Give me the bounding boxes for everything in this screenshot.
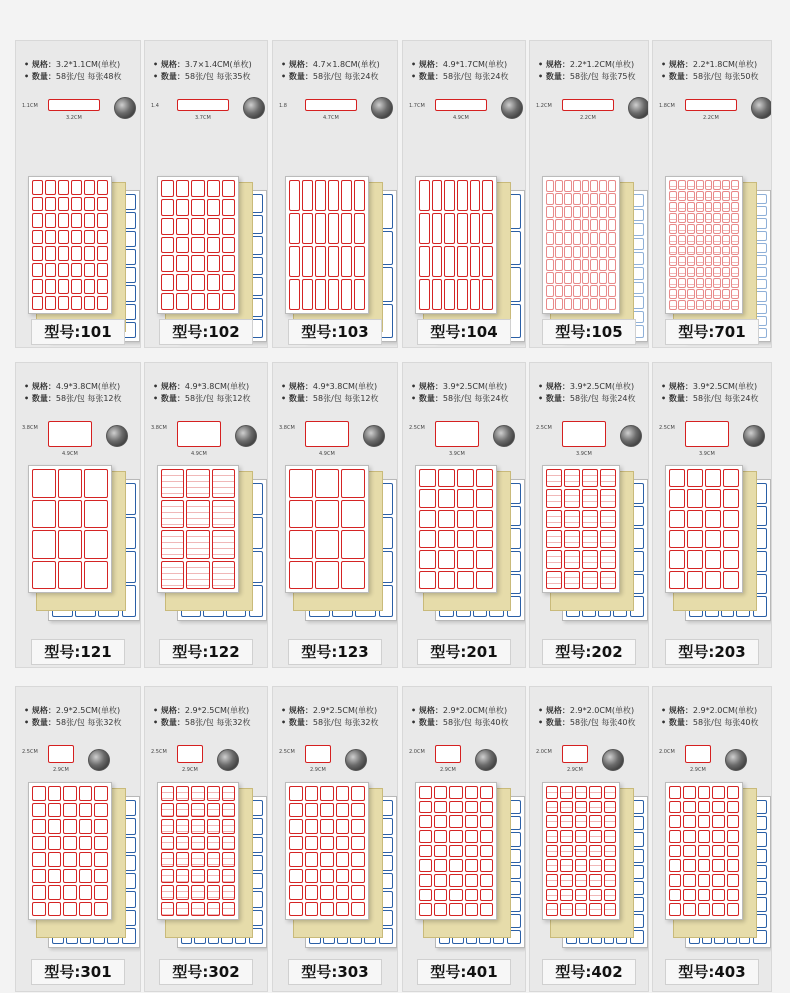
spec-size-line: • 规格：2.2*1.8CM(单枚) bbox=[661, 60, 758, 69]
coin-size-reference-icon bbox=[475, 749, 497, 771]
coin-size-reference-icon bbox=[371, 97, 393, 119]
product-card-105[interactable] bbox=[529, 40, 649, 348]
dimension-width-label: 3.7CM bbox=[195, 115, 211, 121]
label-size-sample bbox=[48, 421, 92, 447]
label-size-sample bbox=[48, 745, 74, 763]
model-value: 302 bbox=[208, 963, 240, 981]
spec-size-line: • 规格：4.9*3.8CM(单枚) bbox=[153, 382, 250, 391]
model-number-badge bbox=[288, 319, 382, 345]
dimension-diagram bbox=[659, 745, 769, 775]
dimension-width-label: 4.9CM bbox=[453, 115, 469, 121]
model-value: 402 bbox=[591, 963, 623, 981]
model-prefix: 型号: bbox=[44, 963, 81, 981]
product-card-403[interactable] bbox=[652, 686, 772, 992]
dimension-height-label: 1.8CM bbox=[659, 103, 675, 109]
model-prefix: 型号: bbox=[678, 323, 715, 341]
spec-quantity-line: • 数量：58张/包 每张24枚 bbox=[538, 394, 636, 403]
coin-size-reference-icon bbox=[501, 97, 523, 119]
model-prefix: 型号: bbox=[301, 963, 338, 981]
spec-quantity-line: • 数量：58张/包 每张40枚 bbox=[411, 718, 509, 727]
model-value: 403 bbox=[714, 963, 746, 981]
front-sticker-sheet bbox=[28, 782, 112, 920]
spec-block bbox=[411, 705, 509, 729]
spec-block bbox=[153, 381, 251, 405]
spec-size-line: • 规格：4.9*1.7CM(单枚) bbox=[411, 60, 508, 69]
spec-block bbox=[661, 705, 759, 729]
product-card-103[interactable] bbox=[272, 40, 398, 348]
coin-size-reference-icon bbox=[751, 97, 772, 119]
model-prefix: 型号: bbox=[555, 643, 592, 661]
sticker-sheet-stack bbox=[415, 465, 519, 615]
sticker-sheet-stack bbox=[28, 465, 134, 615]
model-number-badge bbox=[542, 319, 636, 345]
product-card-302[interactable] bbox=[144, 686, 268, 992]
coin-size-reference-icon bbox=[235, 425, 257, 447]
coin-size-reference-icon bbox=[628, 97, 649, 119]
spec-size-line: • 规格：2.9*2.0CM(单枚) bbox=[538, 706, 635, 715]
sticker-sheet-stack bbox=[285, 176, 391, 336]
product-card-201[interactable] bbox=[402, 362, 526, 668]
spec-quantity-line: • 数量：58张/包 每张48枚 bbox=[24, 72, 122, 81]
spec-quantity-line: • 数量：58张/包 每张24枚 bbox=[281, 72, 379, 81]
label-size-sample bbox=[562, 99, 614, 111]
model-number-badge bbox=[542, 639, 636, 665]
model-number-badge bbox=[288, 959, 382, 985]
coin-size-reference-icon bbox=[88, 749, 110, 771]
spec-quantity-line: • 数量：58张/包 每张40枚 bbox=[538, 718, 636, 727]
model-number-badge bbox=[417, 959, 511, 985]
spec-size-line: • 规格：2.9*2.0CM(单枚) bbox=[411, 706, 508, 715]
dimension-width-label: 3.9CM bbox=[699, 451, 715, 457]
dimension-width-label: 2.9CM bbox=[182, 767, 198, 773]
front-sticker-sheet bbox=[285, 782, 369, 920]
dimension-height-label: 2.5CM bbox=[279, 749, 295, 755]
coin-size-reference-icon bbox=[345, 749, 367, 771]
label-size-sample bbox=[177, 745, 203, 763]
product-card-123[interactable] bbox=[272, 362, 398, 668]
product-card-121[interactable] bbox=[15, 362, 141, 668]
front-sticker-sheet bbox=[285, 465, 369, 593]
dimension-diagram bbox=[536, 745, 646, 775]
spec-size-line: • 规格：3.9*2.5CM(单枚) bbox=[411, 382, 508, 391]
dimension-height-label: 2.5CM bbox=[151, 749, 167, 755]
model-value: 102 bbox=[208, 323, 240, 341]
spec-block bbox=[281, 705, 379, 729]
dimension-diagram bbox=[151, 745, 261, 775]
dimension-width-label: 3.9CM bbox=[449, 451, 465, 457]
sticker-sheet-stack bbox=[665, 176, 765, 336]
dimension-height-label: 1.2CM bbox=[536, 103, 552, 109]
label-size-sample bbox=[305, 421, 349, 447]
model-number-badge bbox=[31, 319, 125, 345]
spec-block bbox=[411, 59, 509, 83]
spec-block bbox=[281, 59, 380, 83]
spec-block bbox=[153, 59, 252, 83]
model-number-badge bbox=[159, 639, 253, 665]
front-sticker-sheet bbox=[542, 176, 620, 314]
spec-block bbox=[281, 381, 379, 405]
spec-block bbox=[661, 381, 759, 405]
model-value: 201 bbox=[466, 643, 498, 661]
coin-size-reference-icon bbox=[602, 749, 624, 771]
spec-block bbox=[661, 59, 759, 83]
spec-block bbox=[153, 705, 251, 729]
dimension-width-label: 3.2CM bbox=[66, 115, 82, 121]
model-value: 202 bbox=[591, 643, 623, 661]
sticker-sheet-stack bbox=[28, 782, 134, 942]
coin-size-reference-icon bbox=[620, 425, 642, 447]
model-prefix: 型号: bbox=[172, 323, 209, 341]
label-size-sample bbox=[305, 745, 331, 763]
sticker-sheet-stack bbox=[415, 176, 519, 336]
front-sticker-sheet bbox=[665, 176, 743, 314]
label-size-sample bbox=[435, 745, 461, 763]
model-prefix: 型号: bbox=[44, 323, 81, 341]
dimension-height-label: 1.1CM bbox=[22, 103, 38, 109]
sticker-sheet-stack bbox=[285, 782, 391, 942]
spec-block bbox=[24, 381, 122, 405]
dimension-width-label: 2.9CM bbox=[310, 767, 326, 773]
model-value: 103 bbox=[337, 323, 369, 341]
spec-quantity-line: • 数量：58张/包 每张35枚 bbox=[153, 72, 251, 81]
model-number-badge bbox=[31, 639, 125, 665]
product-card-122[interactable] bbox=[144, 362, 268, 668]
spec-size-line: • 规格：2.9*2.5CM(单枚) bbox=[24, 706, 121, 715]
front-sticker-sheet bbox=[415, 465, 497, 593]
label-size-sample bbox=[685, 421, 729, 447]
product-card-102[interactable] bbox=[144, 40, 268, 348]
spec-quantity-line: • 数量：58张/包 每张24枚 bbox=[661, 394, 759, 403]
dimension-width-label: 3.9CM bbox=[576, 451, 592, 457]
model-value: 203 bbox=[714, 643, 746, 661]
dimension-height-label: 1.7CM bbox=[409, 103, 425, 109]
dimension-height-label: 3.8CM bbox=[22, 425, 38, 431]
label-size-sample bbox=[435, 421, 479, 447]
spec-block bbox=[24, 59, 122, 83]
product-card-701[interactable] bbox=[652, 40, 772, 348]
label-size-sample bbox=[562, 421, 606, 447]
product-card-402[interactable] bbox=[529, 686, 649, 992]
label-size-sample bbox=[685, 745, 711, 763]
front-sticker-sheet bbox=[28, 176, 112, 314]
model-prefix: 型号: bbox=[678, 963, 715, 981]
spec-size-line: • 规格：3.9*2.5CM(单枚) bbox=[538, 382, 635, 391]
model-number-badge bbox=[665, 639, 759, 665]
model-prefix: 型号: bbox=[678, 643, 715, 661]
dimension-width-label: 4.7CM bbox=[323, 115, 339, 121]
model-prefix: 型号: bbox=[172, 643, 209, 661]
spec-size-line: • 规格：3.2*1.1CM(单枚) bbox=[24, 60, 121, 69]
label-size-sample bbox=[48, 99, 100, 111]
sticker-sheet-stack bbox=[157, 176, 261, 336]
model-number-badge bbox=[417, 319, 511, 345]
sticker-sheet-stack bbox=[28, 176, 134, 336]
front-sticker-sheet bbox=[157, 782, 239, 920]
spec-quantity-line: • 数量：58张/包 每张24枚 bbox=[411, 394, 509, 403]
sticker-sheet-stack bbox=[665, 782, 765, 942]
spec-quantity-line: • 数量：58张/包 每张12枚 bbox=[24, 394, 122, 403]
spec-quantity-line: • 数量：58张/包 每张75枚 bbox=[538, 72, 636, 81]
dimension-height-label: 3.8CM bbox=[279, 425, 295, 431]
dimension-height-label: 3.8CM bbox=[151, 425, 167, 431]
spec-block bbox=[24, 705, 122, 729]
coin-size-reference-icon bbox=[743, 425, 765, 447]
dimension-width-label: 2.2CM bbox=[580, 115, 596, 121]
product-card-101[interactable] bbox=[15, 40, 141, 348]
model-value: 123 bbox=[337, 643, 369, 661]
sticker-sheet-stack bbox=[157, 782, 261, 942]
spec-block bbox=[538, 705, 636, 729]
dimension-height-label: 2.5CM bbox=[659, 425, 675, 431]
dimension-width-label: 4.9CM bbox=[191, 451, 207, 457]
spec-size-line: • 规格：3.9*2.5CM(单枚) bbox=[661, 382, 758, 391]
product-card-203[interactable] bbox=[652, 362, 772, 668]
label-size-sample bbox=[305, 99, 357, 111]
front-sticker-sheet bbox=[415, 782, 497, 920]
model-value: 301 bbox=[80, 963, 112, 981]
dimension-height-label: 2.0CM bbox=[409, 749, 425, 755]
model-prefix: 型号: bbox=[430, 963, 467, 981]
model-prefix: 型号: bbox=[301, 323, 338, 341]
coin-size-reference-icon bbox=[363, 425, 385, 447]
spec-quantity-line: • 数量：58张/包 每张40枚 bbox=[661, 718, 759, 727]
dimension-diagram bbox=[409, 745, 519, 775]
spec-size-line: • 规格：2.9*2.0CM(单枚) bbox=[661, 706, 758, 715]
dimension-width-label: 2.9CM bbox=[690, 767, 706, 773]
spec-size-line: • 规格：2.2*1.2CM(单枚) bbox=[538, 60, 635, 69]
front-sticker-sheet bbox=[157, 465, 239, 593]
product-card-301[interactable] bbox=[15, 686, 141, 992]
model-prefix: 型号: bbox=[555, 963, 592, 981]
front-sticker-sheet bbox=[665, 782, 743, 920]
spec-block bbox=[538, 381, 636, 405]
model-number-badge bbox=[417, 639, 511, 665]
sticker-sheet-stack bbox=[415, 782, 519, 942]
dimension-width-label: 4.9CM bbox=[62, 451, 78, 457]
model-prefix: 型号: bbox=[555, 323, 592, 341]
coin-size-reference-icon bbox=[243, 97, 265, 119]
spec-size-line: • 规格：4.9*3.8CM(单枚) bbox=[24, 382, 121, 391]
model-prefix: 型号: bbox=[44, 643, 81, 661]
spec-size-line: • 规格：4.9*3.8CM(单枚) bbox=[281, 382, 378, 391]
spec-quantity-line: • 数量：58张/包 每张12枚 bbox=[281, 394, 379, 403]
model-number-badge bbox=[288, 639, 382, 665]
dimension-width-label: 2.2CM bbox=[703, 115, 719, 121]
spec-size-line: • 规格：3.7×1.4CM(单枚) bbox=[153, 60, 252, 69]
front-sticker-sheet bbox=[285, 176, 369, 314]
sticker-sheet-stack bbox=[542, 176, 642, 336]
coin-size-reference-icon bbox=[493, 425, 515, 447]
label-size-sample bbox=[177, 99, 229, 111]
front-sticker-sheet bbox=[665, 465, 743, 593]
front-sticker-sheet bbox=[542, 465, 620, 593]
label-size-sample bbox=[685, 99, 737, 111]
dimension-width-label: 2.9CM bbox=[53, 767, 69, 773]
model-number-badge bbox=[542, 959, 636, 985]
model-value: 303 bbox=[337, 963, 369, 981]
product-card-104[interactable] bbox=[402, 40, 526, 348]
model-value: 104 bbox=[466, 323, 498, 341]
model-value: 121 bbox=[80, 643, 112, 661]
dimension-diagram bbox=[279, 745, 389, 775]
product-card-303[interactable] bbox=[272, 686, 398, 992]
spec-block bbox=[411, 381, 509, 405]
coin-size-reference-icon bbox=[725, 749, 747, 771]
model-value: 101 bbox=[80, 323, 112, 341]
dimension-height-label: 2.5CM bbox=[409, 425, 425, 431]
dimension-height-label: 2.5CM bbox=[22, 749, 38, 755]
front-sticker-sheet bbox=[28, 465, 112, 593]
coin-size-reference-icon bbox=[106, 425, 128, 447]
model-number-badge bbox=[159, 319, 253, 345]
spec-size-line: • 规格：2.9*2.5CM(单枚) bbox=[153, 706, 250, 715]
model-prefix: 型号: bbox=[301, 643, 338, 661]
dimension-height-label: 2.0CM bbox=[536, 749, 552, 755]
spec-block bbox=[538, 59, 636, 83]
model-value: 105 bbox=[591, 323, 623, 341]
model-number-badge bbox=[31, 959, 125, 985]
spec-quantity-line: • 数量：58张/包 每张50枚 bbox=[661, 72, 759, 81]
model-number-badge bbox=[665, 319, 759, 345]
spec-quantity-line: • 数量：58张/包 每张32枚 bbox=[153, 718, 251, 727]
front-sticker-sheet bbox=[415, 176, 497, 314]
product-card-401[interactable] bbox=[402, 686, 526, 992]
spec-quantity-line: • 数量：58张/包 每张24枚 bbox=[411, 72, 509, 81]
dimension-width-label: 2.9CM bbox=[567, 767, 583, 773]
sticker-sheet-stack bbox=[542, 782, 642, 942]
dimension-height-label: 1.4 bbox=[151, 103, 159, 109]
product-card-202[interactable] bbox=[529, 362, 649, 668]
sticker-sheet-stack bbox=[542, 465, 642, 615]
model-prefix: 型号: bbox=[430, 643, 467, 661]
sticker-sheet-stack bbox=[665, 465, 765, 615]
spec-quantity-line: • 数量：58张/包 每张12枚 bbox=[153, 394, 251, 403]
model-value: 401 bbox=[466, 963, 498, 981]
dimension-height-label: 1.8 bbox=[279, 103, 287, 109]
model-value: 701 bbox=[714, 323, 746, 341]
model-prefix: 型号: bbox=[172, 963, 209, 981]
model-number-badge bbox=[159, 959, 253, 985]
label-size-sample bbox=[177, 421, 221, 447]
model-value: 122 bbox=[208, 643, 240, 661]
model-prefix: 型号: bbox=[430, 323, 467, 341]
label-size-sample bbox=[562, 745, 588, 763]
spec-size-line: • 规格：2.9*2.5CM(单枚) bbox=[281, 706, 378, 715]
dimension-width-label: 4.9CM bbox=[319, 451, 335, 457]
label-size-sample bbox=[435, 99, 487, 111]
spec-size-line: • 规格：4.7×1.8CM(单枚) bbox=[281, 60, 380, 69]
dimension-height-label: 2.0CM bbox=[659, 749, 675, 755]
sticker-sheet-stack bbox=[285, 465, 391, 615]
model-number-badge bbox=[665, 959, 759, 985]
spec-quantity-line: • 数量：58张/包 每张32枚 bbox=[281, 718, 379, 727]
spec-quantity-line: • 数量：58张/包 每张32枚 bbox=[24, 718, 122, 727]
coin-size-reference-icon bbox=[217, 749, 239, 771]
dimension-diagram bbox=[22, 745, 132, 775]
coin-size-reference-icon bbox=[114, 97, 136, 119]
dimension-height-label: 2.5CM bbox=[536, 425, 552, 431]
front-sticker-sheet bbox=[157, 176, 239, 314]
sticker-sheet-stack bbox=[157, 465, 261, 615]
front-sticker-sheet bbox=[542, 782, 620, 920]
dimension-width-label: 2.9CM bbox=[440, 767, 456, 773]
